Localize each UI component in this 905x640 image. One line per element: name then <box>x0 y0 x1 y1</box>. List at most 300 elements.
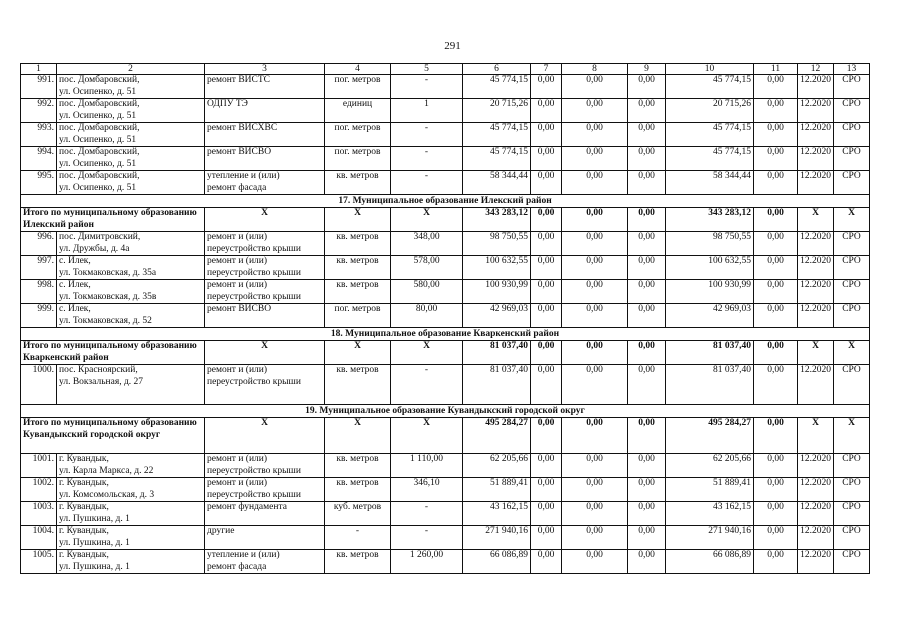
address-cell-line: ул. Вокзальная, д. 27 <box>59 376 144 387</box>
address-cell-line: ул. Комсомольская, д. 3 <box>59 489 155 500</box>
quantity-cell: 348,00 <box>391 232 463 256</box>
work-type-cell-line: утепление и (или) <box>207 171 280 181</box>
value-cell: 0,00 <box>754 550 798 574</box>
cost-cell: 58 344,44 <box>463 171 531 195</box>
address-cell-line: ул. Токмаковская, д. 52 <box>59 315 152 326</box>
table-row <box>21 526 870 550</box>
cost-cell: 45 774,15 <box>463 75 531 99</box>
work-type-cell-line: переустройство крыши <box>207 465 301 476</box>
cost-cell: 20 715,26 <box>666 99 754 123</box>
value-cell: 0,00 <box>628 208 666 232</box>
address-cell-line: пос. Димитровский, <box>59 232 141 242</box>
total-row <box>21 341 870 365</box>
row-number: 1004. <box>21 526 57 550</box>
unit-cell: - <box>325 526 391 550</box>
method-cell: СРО <box>834 256 870 280</box>
address-cell <box>57 526 205 550</box>
cost-cell: 45 774,15 <box>666 123 754 147</box>
column-number: 1 <box>21 64 57 75</box>
cost-cell: 45 774,15 <box>666 75 754 99</box>
unit-cell: единиц <box>325 99 391 123</box>
date-cell: 12.2020 <box>798 99 834 123</box>
total-label: Итого по муниципальному образованию Кувандыкский городской округ <box>21 418 205 454</box>
value-cell: 0,00 <box>628 256 666 280</box>
value-cell: 0,00 <box>531 550 562 574</box>
address-cell <box>57 454 205 478</box>
cost-cell: 100 930,99 <box>666 280 754 304</box>
address-cell <box>57 365 205 405</box>
row-number: 994. <box>21 147 57 171</box>
table-row <box>21 454 870 478</box>
section-title: 18. Муниципальное образование Кваркенский район <box>21 328 870 341</box>
value-cell: 0,00 <box>531 208 562 232</box>
value-cell: 0,00 <box>562 454 628 478</box>
value-cell: 0,00 <box>531 256 562 280</box>
method-cell: СРО <box>834 123 870 147</box>
cost-cell: 51 889,41 <box>666 478 754 502</box>
address-cell <box>57 502 205 526</box>
address-cell-line: пос. Красноярский, <box>59 365 138 375</box>
value-cell: 0,00 <box>754 478 798 502</box>
total-row <box>21 208 870 232</box>
value-cell: 0,00 <box>628 99 666 123</box>
address-cell-line: г. Кувандык, <box>59 502 109 512</box>
value-cell: 0,00 <box>754 123 798 147</box>
cost-cell: 81 037,40 <box>463 365 531 405</box>
total-cost: 495 284,27 <box>463 418 531 454</box>
date-cell: 12.2020 <box>798 502 834 526</box>
work-type-cell <box>205 256 325 280</box>
quantity-cell: 80,00 <box>391 304 463 328</box>
table-row <box>21 171 870 195</box>
table-row <box>21 478 870 502</box>
value-cell: 0,00 <box>628 304 666 328</box>
date-cell: 12.2020 <box>798 280 834 304</box>
x-mark: Х <box>834 208 870 232</box>
address-cell-line: ул. Осипенко, д. 51 <box>59 182 137 193</box>
quantity-cell: - <box>391 526 463 550</box>
unit-cell: кв. метров <box>325 365 391 405</box>
value-cell: 0,00 <box>754 365 798 405</box>
value-cell: 0,00 <box>562 341 628 365</box>
address-cell-line: с. Илек, <box>59 280 91 290</box>
unit-cell: пог. метров <box>325 75 391 99</box>
cost-cell: 100 632,55 <box>463 256 531 280</box>
cost-cell: 43 162,15 <box>463 502 531 526</box>
work-type-cell-line: ремонт и (или) <box>207 256 268 266</box>
value-cell: 0,00 <box>628 526 666 550</box>
row-number: 1000. <box>21 365 57 405</box>
row-number: 998. <box>21 280 57 304</box>
date-cell: 12.2020 <box>798 478 834 502</box>
unit-cell: кв. метров <box>325 256 391 280</box>
value-cell: 0,00 <box>562 478 628 502</box>
address-cell <box>57 75 205 99</box>
value-cell: 0,00 <box>562 526 628 550</box>
section-header-row <box>21 195 870 208</box>
work-type-cell-line: ремонт и (или) <box>207 280 268 290</box>
value-cell: 0,00 <box>754 75 798 99</box>
method-cell: СРО <box>834 280 870 304</box>
cost-cell: 98 750,55 <box>463 232 531 256</box>
address-cell <box>57 256 205 280</box>
table-row <box>21 232 870 256</box>
date-cell: 12.2020 <box>798 171 834 195</box>
section-title: 17. Муниципальное образование Илекский район <box>21 195 870 208</box>
value-cell: 0,00 <box>754 502 798 526</box>
method-cell: СРО <box>834 454 870 478</box>
address-cell <box>57 99 205 123</box>
address-cell-line: с. Илек, <box>59 256 91 266</box>
column-number-row <box>21 64 870 75</box>
work-type-cell: ремонт ВИСХВС <box>205 123 325 147</box>
x-mark: Х <box>205 418 325 454</box>
work-type-cell-line: ремонт и (или) <box>207 365 268 375</box>
address-cell-line: ул. Токмаковская, д. 35в <box>59 291 157 302</box>
address-cell-line: ул. Осипенко, д. 51 <box>59 86 137 97</box>
table-row <box>21 550 870 574</box>
x-mark: Х <box>798 208 834 232</box>
value-cell: 0,00 <box>754 232 798 256</box>
address-cell <box>57 123 205 147</box>
row-number: 993. <box>21 123 57 147</box>
address-cell <box>57 232 205 256</box>
total-label: Итого по муниципальному образованию Кваркенский район <box>21 341 205 365</box>
address-cell-line: с. Илек, <box>59 304 91 314</box>
address-cell <box>57 280 205 304</box>
quantity-cell: - <box>391 147 463 171</box>
value-cell: 0,00 <box>531 75 562 99</box>
method-cell: СРО <box>834 502 870 526</box>
x-mark: Х <box>391 418 463 454</box>
address-cell-line: г. Кувандык, <box>59 454 109 464</box>
address-cell-line: пос. Домбаровский, <box>59 123 140 133</box>
table-row <box>21 99 870 123</box>
work-type-cell: ремонт ВИСТС <box>205 75 325 99</box>
cost-cell: 42 969,03 <box>666 304 754 328</box>
unit-cell: пог. метров <box>325 304 391 328</box>
method-cell: СРО <box>834 526 870 550</box>
unit-cell: кв. метров <box>325 550 391 574</box>
table-row <box>21 123 870 147</box>
date-cell: 12.2020 <box>798 123 834 147</box>
value-cell: 0,00 <box>562 550 628 574</box>
quantity-cell: - <box>391 365 463 405</box>
value-cell: 0,00 <box>628 75 666 99</box>
method-cell: СРО <box>834 550 870 574</box>
value-cell: 0,00 <box>562 232 628 256</box>
value-cell: 0,00 <box>562 418 628 454</box>
value-cell: 0,00 <box>628 171 666 195</box>
cost-cell: 66 086,89 <box>463 550 531 574</box>
cost-cell: 271 940,16 <box>463 526 531 550</box>
value-cell: 0,00 <box>754 171 798 195</box>
method-cell: СРО <box>834 365 870 405</box>
cost-cell: 66 086,89 <box>666 550 754 574</box>
total-cost: 81 037,40 <box>463 341 531 365</box>
work-type-cell-line: ремонт фасада <box>207 182 267 193</box>
work-type-cell <box>205 478 325 502</box>
column-number: 8 <box>562 64 628 75</box>
value-cell: 0,00 <box>531 454 562 478</box>
date-cell: 12.2020 <box>798 454 834 478</box>
work-type-cell-line: ремонт и (или) <box>207 454 268 464</box>
method-cell: СРО <box>834 147 870 171</box>
value-cell: 0,00 <box>562 208 628 232</box>
value-cell: 0,00 <box>562 99 628 123</box>
table-row <box>21 304 870 328</box>
x-mark: Х <box>834 418 870 454</box>
column-number: 6 <box>463 64 531 75</box>
value-cell: 0,00 <box>531 526 562 550</box>
x-mark: Х <box>798 418 834 454</box>
value-cell: 0,00 <box>531 418 562 454</box>
table-row <box>21 75 870 99</box>
quantity-cell: 1 110,00 <box>391 454 463 478</box>
work-type-cell: ремонт ВИСВО <box>205 304 325 328</box>
cost-cell: 43 162,15 <box>666 502 754 526</box>
date-cell: 12.2020 <box>798 526 834 550</box>
value-cell: 0,00 <box>754 280 798 304</box>
address-cell-line: пос. Домбаровский, <box>59 75 140 85</box>
row-number: 996. <box>21 232 57 256</box>
date-cell: 12.2020 <box>798 256 834 280</box>
method-cell: СРО <box>834 232 870 256</box>
address-cell <box>57 304 205 328</box>
method-cell: СРО <box>834 478 870 502</box>
value-cell: 0,00 <box>562 304 628 328</box>
address-cell-line: ул. Осипенко, д. 51 <box>59 110 137 121</box>
cost-cell: 58 344,44 <box>666 171 754 195</box>
work-type-cell-line: переустройство крыши <box>207 376 301 387</box>
value-cell: 0,00 <box>531 502 562 526</box>
work-type-cell: ремонт ВИСВО <box>205 147 325 171</box>
cost-cell: 100 632,55 <box>666 256 754 280</box>
value-cell: 0,00 <box>531 341 562 365</box>
unit-cell: кв. метров <box>325 454 391 478</box>
value-cell: 0,00 <box>562 280 628 304</box>
quantity-cell: - <box>391 502 463 526</box>
value-cell: 0,00 <box>628 147 666 171</box>
date-cell: 12.2020 <box>798 550 834 574</box>
cost-cell: 45 774,15 <box>666 147 754 171</box>
value-cell: 0,00 <box>754 147 798 171</box>
method-cell: СРО <box>834 99 870 123</box>
column-number: 11 <box>754 64 798 75</box>
work-type-cell: ОДПУ ТЭ <box>205 99 325 123</box>
work-type-cell-line: ремонт и (или) <box>207 478 268 488</box>
value-cell: 0,00 <box>754 341 798 365</box>
value-cell: 0,00 <box>531 232 562 256</box>
value-cell: 0,00 <box>754 208 798 232</box>
address-cell-line: ул. Токмаковская, д. 35а <box>59 267 157 278</box>
column-number: 3 <box>205 64 325 75</box>
unit-cell: пог. метров <box>325 123 391 147</box>
address-cell <box>57 171 205 195</box>
address-cell-line: ул. Пушкина, д. 1 <box>59 561 130 572</box>
total-row <box>21 418 870 454</box>
cost-cell: 98 750,55 <box>666 232 754 256</box>
address-cell-line: пос. Домбаровский, <box>59 99 140 109</box>
value-cell: 0,00 <box>562 147 628 171</box>
value-cell: 0,00 <box>531 171 562 195</box>
row-number: 1001. <box>21 454 57 478</box>
column-number: 5 <box>391 64 463 75</box>
row-number: 1003. <box>21 502 57 526</box>
address-cell-line: ул. Дружбы, д. 4а <box>59 243 130 254</box>
value-cell: 0,00 <box>531 280 562 304</box>
column-number: 13 <box>834 64 870 75</box>
value-cell: 0,00 <box>531 304 562 328</box>
row-number: 995. <box>21 171 57 195</box>
work-type-cell <box>205 280 325 304</box>
work-type-cell-line: ремонт и (или) <box>207 232 268 242</box>
work-type-cell: ремонт фундамента <box>205 502 325 526</box>
method-cell: СРО <box>834 171 870 195</box>
column-number: 2 <box>57 64 205 75</box>
value-cell: 0,00 <box>628 232 666 256</box>
address-cell <box>57 478 205 502</box>
quantity-cell: 346,10 <box>391 478 463 502</box>
value-cell: 0,00 <box>562 365 628 405</box>
column-number: 12 <box>798 64 834 75</box>
cost-cell: 51 889,41 <box>463 478 531 502</box>
quantity-cell: 578,00 <box>391 256 463 280</box>
x-mark: Х <box>325 208 391 232</box>
cost-cell: 62 205,66 <box>666 454 754 478</box>
table-row <box>21 147 870 171</box>
work-type-cell-line: утепление и (или) <box>207 550 280 560</box>
address-cell-line: г. Кувандык, <box>59 550 109 560</box>
value-cell: 0,00 <box>754 256 798 280</box>
cost-cell: 45 774,15 <box>463 147 531 171</box>
quantity-cell: 1 <box>391 99 463 123</box>
quantity-cell: - <box>391 75 463 99</box>
section-title: 19. Муниципальное образование Кувандыкский городской округ <box>21 405 870 418</box>
value-cell: 0,00 <box>531 123 562 147</box>
unit-cell: кв. метров <box>325 478 391 502</box>
row-number: 1005. <box>21 550 57 574</box>
value-cell: 0,00 <box>531 478 562 502</box>
column-number: 10 <box>666 64 754 75</box>
work-type-cell <box>205 171 325 195</box>
section-header-row <box>21 328 870 341</box>
x-mark: Х <box>205 341 325 365</box>
value-cell: 0,00 <box>754 454 798 478</box>
page-number: 291 <box>444 40 461 52</box>
cost-cell: 20 715,26 <box>463 99 531 123</box>
unit-cell: кв. метров <box>325 280 391 304</box>
unit-cell: кв. метров <box>325 232 391 256</box>
capital-repair-table <box>20 63 870 574</box>
total-cost: 343 283,12 <box>463 208 531 232</box>
column-number: 7 <box>531 64 562 75</box>
work-type-cell-line: переустройство крыши <box>207 243 301 254</box>
value-cell: 0,00 <box>754 99 798 123</box>
row-number: 997. <box>21 256 57 280</box>
row-number: 999. <box>21 304 57 328</box>
table-row <box>21 365 870 405</box>
date-cell: 12.2020 <box>798 365 834 405</box>
value-cell: 0,00 <box>754 418 798 454</box>
address-cell <box>57 550 205 574</box>
x-mark: Х <box>391 341 463 365</box>
table-row <box>21 280 870 304</box>
work-type-cell <box>205 365 325 405</box>
value-cell: 0,00 <box>562 171 628 195</box>
value-cell: 0,00 <box>531 99 562 123</box>
work-type-cell-line: переустройство крыши <box>207 489 301 500</box>
date-cell: 12.2020 <box>798 232 834 256</box>
value-cell: 0,00 <box>628 478 666 502</box>
work-type-cell-line: переустройство крыши <box>207 267 301 278</box>
work-type-cell-line: переустройство крыши <box>207 291 301 302</box>
value-cell: 0,00 <box>628 365 666 405</box>
address-cell-line: ул. Осипенко, д. 51 <box>59 134 137 145</box>
address-cell-line: ул. Осипенко, д. 51 <box>59 158 137 169</box>
cost-cell: 81 037,40 <box>666 365 754 405</box>
table-row <box>21 256 870 280</box>
work-type-cell <box>205 454 325 478</box>
total-cost: 81 037,40 <box>666 341 754 365</box>
x-mark: Х <box>834 341 870 365</box>
unit-cell: куб. метров <box>325 502 391 526</box>
value-cell: 0,00 <box>531 365 562 405</box>
column-number: 9 <box>628 64 666 75</box>
address-cell-line: ул. Пушкина, д. 1 <box>59 513 130 524</box>
value-cell: 0,00 <box>628 341 666 365</box>
value-cell: 0,00 <box>562 123 628 147</box>
date-cell: 12.2020 <box>798 75 834 99</box>
value-cell: 0,00 <box>562 502 628 526</box>
value-cell: 0,00 <box>628 280 666 304</box>
value-cell: 0,00 <box>754 304 798 328</box>
table-row <box>21 502 870 526</box>
x-mark: Х <box>798 341 834 365</box>
value-cell: 0,00 <box>531 147 562 171</box>
address-cell <box>57 147 205 171</box>
row-number: 992. <box>21 99 57 123</box>
total-cost: 495 284,27 <box>666 418 754 454</box>
cost-cell: 62 205,66 <box>463 454 531 478</box>
address-cell-line: ул. Карла Маркса, д. 22 <box>59 465 154 476</box>
method-cell: СРО <box>834 304 870 328</box>
work-type-cell: другие <box>205 526 325 550</box>
value-cell: 0,00 <box>628 550 666 574</box>
x-mark: Х <box>391 208 463 232</box>
table-body <box>21 75 870 574</box>
address-cell-line: пос. Домбаровский, <box>59 147 140 157</box>
quantity-cell: 580,00 <box>391 280 463 304</box>
date-cell: 12.2020 <box>798 147 834 171</box>
value-cell: 0,00 <box>628 454 666 478</box>
value-cell: 0,00 <box>628 123 666 147</box>
x-mark: Х <box>325 418 391 454</box>
row-number: 991. <box>21 75 57 99</box>
unit-cell: пог. метров <box>325 147 391 171</box>
method-cell: СРО <box>834 75 870 99</box>
value-cell: 0,00 <box>562 75 628 99</box>
quantity-cell: - <box>391 171 463 195</box>
unit-cell: кв. метров <box>325 171 391 195</box>
quantity-cell: - <box>391 123 463 147</box>
work-type-cell-line: ремонт фасада <box>207 561 267 572</box>
x-mark: Х <box>205 208 325 232</box>
cost-cell: 271 940,16 <box>666 526 754 550</box>
value-cell: 0,00 <box>628 418 666 454</box>
row-number: 1002. <box>21 478 57 502</box>
value-cell: 0,00 <box>562 256 628 280</box>
